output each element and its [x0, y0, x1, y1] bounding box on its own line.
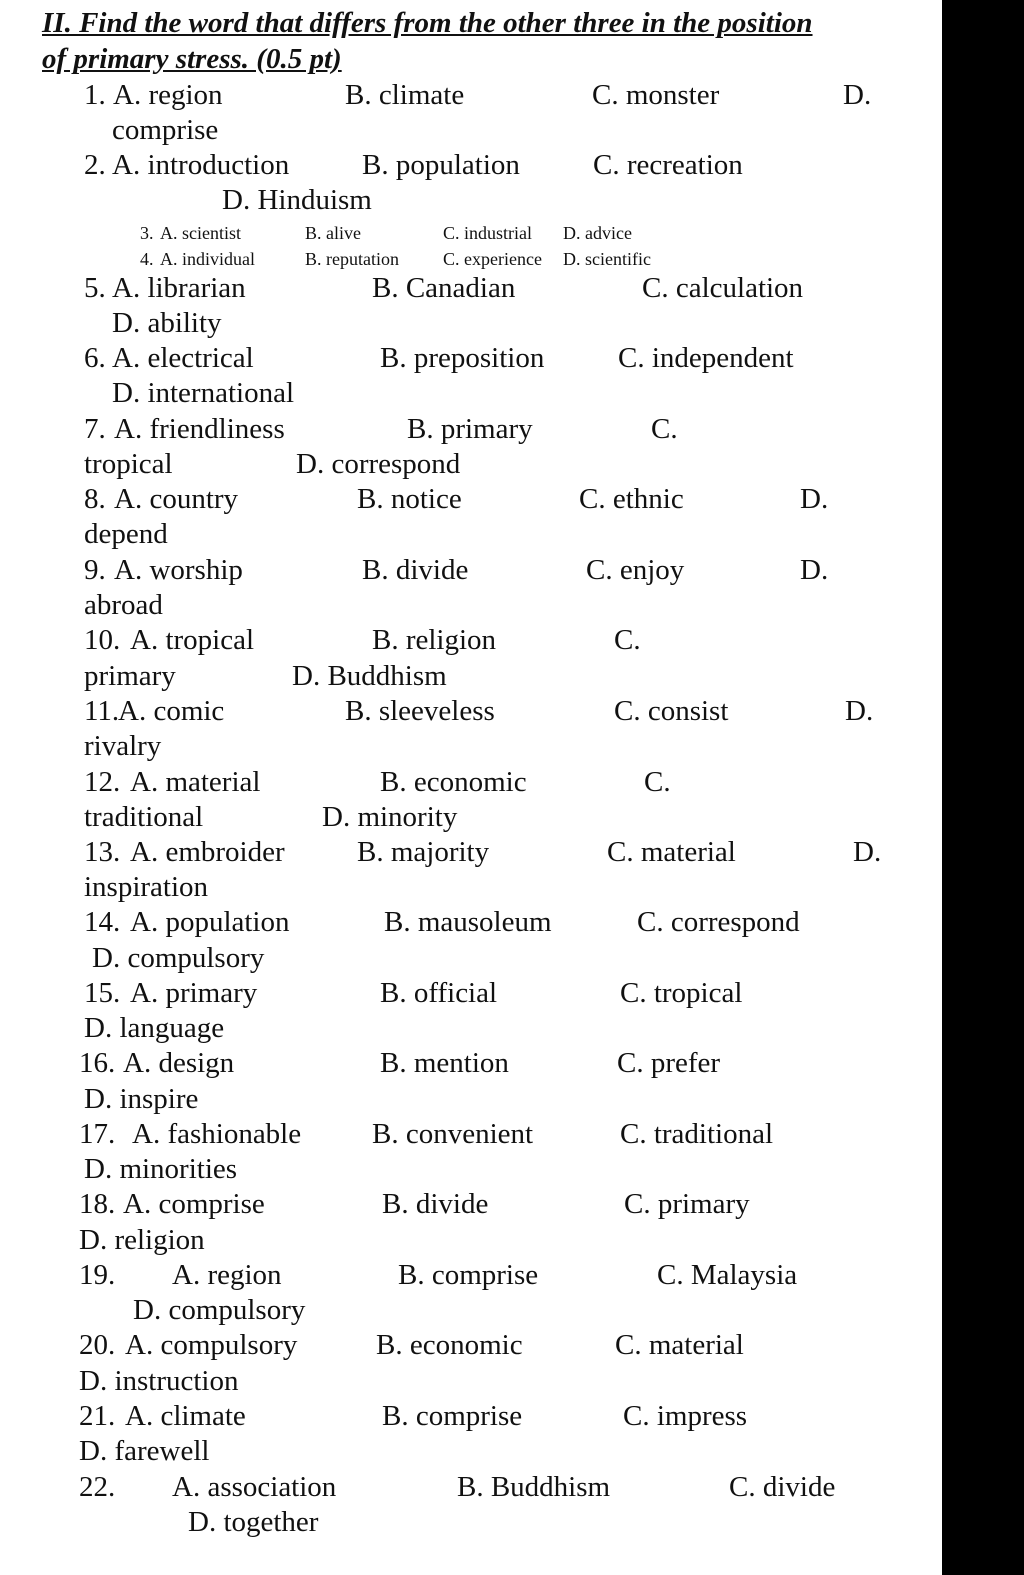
question-number: 15. [84, 977, 121, 1009]
option-d: D. advice [563, 223, 632, 243]
option-b: B. mausoleum [384, 906, 552, 938]
option-a: A. friendliness [114, 413, 285, 445]
option-a: A. scientist [160, 223, 241, 243]
option-d-word: comprise [112, 114, 219, 146]
option-c: C. ethnic [579, 483, 684, 515]
option-c: C. calculation [642, 272, 804, 304]
option-c: C. enjoy [586, 554, 685, 586]
option-a: A. comprise [123, 1188, 265, 1220]
option-d: D. Buddhism [292, 660, 447, 692]
option-c: C. consist [614, 695, 729, 727]
option-d: D. minority [322, 801, 458, 833]
option-b: B. economic [376, 1329, 523, 1361]
option-b: B. divide [382, 1188, 489, 1220]
option-b: B. sleeveless [345, 695, 495, 727]
question-number: 9. [84, 554, 106, 586]
option-a: A. individual [160, 249, 255, 269]
option-c: C. divide [729, 1471, 836, 1503]
option-d: D. compulsory [92, 942, 265, 974]
option-d-letter: D. [845, 695, 874, 727]
question-number: 1. [84, 79, 106, 111]
option-c: C. correspond [637, 906, 800, 938]
option-a: A. country [114, 483, 239, 515]
option-a: A. worship [114, 554, 243, 586]
option-c-letter: C. [614, 624, 641, 656]
option-b: B. primary [407, 413, 533, 445]
option-b: B. official [380, 977, 498, 1009]
option-d-word: abroad [84, 589, 163, 621]
question-number: 6. [84, 342, 106, 374]
option-b: B. mention [380, 1047, 509, 1079]
option-a: A. population [130, 906, 290, 938]
option-b: B. population [362, 149, 520, 181]
option-a: A. compulsory [125, 1329, 298, 1361]
option-d: D. compulsory [133, 1294, 306, 1326]
option-b: B. comprise [382, 1400, 523, 1432]
option-c: C. traditional [620, 1118, 774, 1150]
option-b: B. divide [362, 554, 469, 586]
option-d: D. farewell [79, 1435, 210, 1467]
option-d-word: rivalry [84, 730, 162, 762]
option-a: A. material [130, 766, 261, 798]
question-number: 10. [84, 624, 121, 656]
option-b: B. religion [372, 624, 497, 656]
question-number: 16. [79, 1047, 116, 1079]
option-b: B. economic [380, 766, 527, 798]
question-number: 2. [84, 149, 106, 181]
option-d-word: depend [84, 518, 168, 550]
option-c: C. primary [624, 1188, 750, 1220]
option-a: A. librarian [112, 272, 246, 304]
option-d: D. together [188, 1506, 319, 1538]
option-c: C. material [615, 1329, 744, 1361]
option-c: C. material [607, 836, 736, 868]
option-b: B. comprise [398, 1259, 539, 1291]
question-number: 11. [84, 695, 120, 727]
question-number: 3. [140, 223, 154, 243]
option-c: C. impress [623, 1400, 748, 1432]
question-number: 13. [84, 836, 121, 868]
option-d-word: inspiration [84, 871, 209, 903]
option-d: D. inspire [84, 1083, 199, 1115]
question-number: 14. [84, 906, 121, 938]
option-b: B. preposition [380, 342, 545, 374]
option-c: C. Malaysia [657, 1259, 798, 1291]
option-c: C. industrial [443, 223, 532, 243]
option-a: A. introduction [112, 149, 290, 181]
option-a: A. electrical [112, 342, 254, 374]
option-c: C. experience [443, 249, 542, 269]
option-b: B. climate [345, 79, 465, 111]
question-number: 19. [79, 1259, 116, 1291]
question-number: 18. [79, 1188, 116, 1220]
option-a: A. design [123, 1047, 235, 1079]
option-a: A. fashionable [132, 1118, 302, 1150]
option-c-letter: C. [644, 766, 671, 798]
option-a: A. climate [125, 1400, 246, 1432]
option-b: B. Buddhism [457, 1471, 611, 1503]
question-number: 12. [84, 766, 121, 798]
question-number: 8. [84, 483, 106, 515]
option-c-word: primary [84, 660, 176, 692]
option-a: A. region [113, 79, 223, 111]
option-c-letter: C. [651, 413, 678, 445]
option-d: D. religion [79, 1224, 205, 1256]
option-a: A. association [172, 1471, 337, 1503]
option-b: B. reputation [305, 249, 399, 269]
option-d: D. ability [112, 307, 222, 339]
option-b: B. alive [305, 223, 361, 243]
question-number: 5. [84, 272, 106, 304]
question-number: 4. [140, 249, 154, 269]
option-d: D. language [84, 1012, 225, 1044]
option-a: A. tropical [130, 624, 255, 656]
option-c: C. monster [592, 79, 720, 111]
question-number: 7. [84, 413, 106, 445]
question-number: 20. [79, 1329, 116, 1361]
option-d: D. instruction [79, 1365, 239, 1397]
option-d: D. scientific [563, 249, 651, 269]
option-c: C. tropical [620, 977, 743, 1009]
question-number: 22. [79, 1471, 116, 1503]
option-a: A. comic [118, 695, 225, 727]
option-a: A. primary [130, 977, 258, 1009]
option-c: C. independent [618, 342, 794, 374]
option-b: B. Canadian [372, 272, 516, 304]
option-a: A. region [172, 1259, 282, 1291]
section-heading-line1: II. Find the word that differs from the other three in the position [42, 7, 813, 39]
option-d-letter: D. [843, 79, 872, 111]
option-d: D. minorities [84, 1153, 238, 1185]
option-d: D. correspond [296, 448, 461, 480]
option-c-word: tropical [84, 448, 173, 480]
option-c: C. recreation [593, 149, 743, 181]
question-number: 21. [79, 1400, 116, 1432]
option-b: B. notice [357, 483, 462, 515]
option-d-letter: D. [800, 483, 829, 515]
option-d-letter: D. [800, 554, 829, 586]
option-c-word: traditional [84, 801, 204, 833]
option-b: B. convenient [372, 1118, 534, 1150]
option-a: A. embroider [130, 836, 285, 868]
option-b: B. majority [357, 836, 490, 868]
option-c: C. prefer [617, 1047, 721, 1079]
option-d: D. international [112, 377, 295, 409]
question-number: 17. [79, 1118, 116, 1150]
black-edge-strip [942, 0, 1024, 1575]
option-d-letter: D. [853, 836, 882, 868]
section-heading-line2: of primary stress. (0.5 pt) [42, 43, 342, 75]
option-d: D. Hinduism [222, 184, 372, 216]
